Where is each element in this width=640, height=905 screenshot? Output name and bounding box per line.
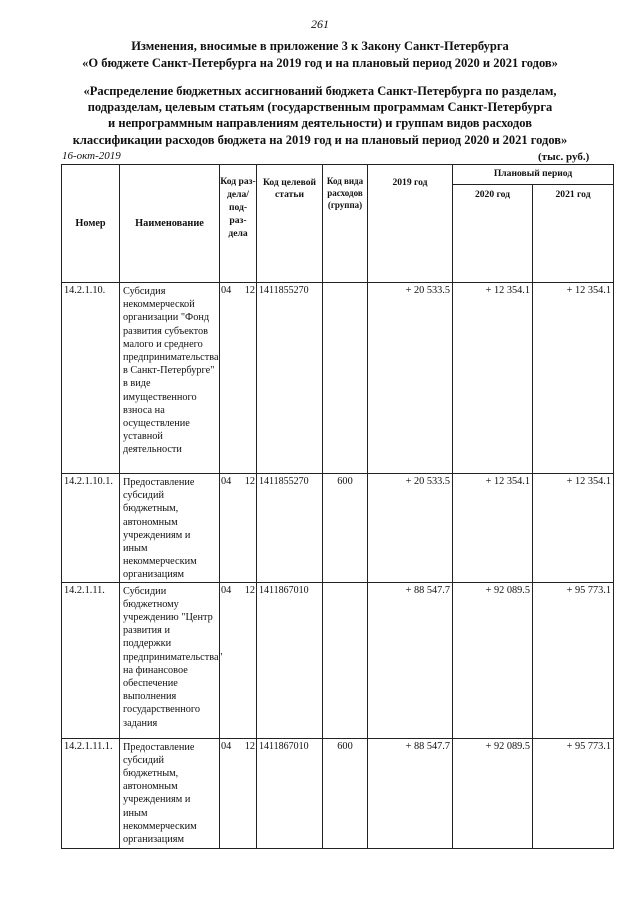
row-name: Субсидии бюджетному учреждению "Центр развития и поддержки предпринимательства" на финансовое обеспечение выполнения государственного задания: [120, 582, 220, 738]
document-title: [20, 38, 620, 72]
row-razdel: [220, 474, 257, 583]
row-cs: 1411867010: [257, 738, 323, 848]
row-2019: + 20 533.5: [368, 283, 453, 474]
row-cs: 1411855270: [257, 283, 323, 474]
podrazdel-code: 12: [244, 740, 255, 752]
row-razdel: [220, 283, 257, 474]
document-date: 16-окт-2019: [62, 150, 121, 162]
table-row: [62, 582, 614, 738]
row-name: Предоставление субсидий бюджетным, автономным учреждениям и иным некоммерческим организациям: [120, 738, 220, 848]
row-vr: 600: [323, 474, 368, 583]
header-2020: 2020 год: [453, 185, 533, 283]
row-cs: 1411867010: [257, 582, 323, 738]
razdel-code: 04: [221, 476, 232, 487]
row-2019: + 88 547.7: [368, 582, 453, 738]
subtitle-line-2: подразделам, целевым статьям (государственным программам Санкт-Петербурга: [87, 100, 553, 115]
row-vr: [323, 283, 368, 474]
header-razdel: Код раз- дела/ под- раз- дела: [220, 165, 257, 283]
table-row: [62, 283, 614, 474]
table-row: [62, 738, 614, 848]
row-name: Предоставление субсидий бюджетным, автономным учреждениям и иным некоммерческим организациям: [120, 474, 220, 583]
row-number: 14.2.1.10.1.: [62, 474, 120, 583]
title-line-1: Изменения, вносимые в приложение 3 к Закону Санкт-Петербурга: [131, 39, 509, 53]
subtitle-line-4: классификации расходов бюджета на 2019 год и на плановый период 2020 и 2021 годов»: [72, 132, 568, 147]
document-subtitle: [20, 83, 620, 148]
row-number: 14.2.1.11.: [62, 582, 120, 738]
header-2019: 2019 год: [368, 165, 453, 283]
row-vr: [323, 582, 368, 738]
header-nomer: Номер: [62, 165, 120, 283]
header-vr: Код вида расходов (группа): [323, 165, 368, 283]
row-razdel: [220, 738, 257, 848]
header-name: Наименование: [120, 165, 220, 283]
header-cs: Код целевой статьи: [257, 165, 323, 283]
razdel-code: 04: [221, 740, 232, 752]
budget-table: [61, 164, 614, 849]
subtitle-line-1: «Распределение бюджетных ассигнований бюджета Санкт-Петербурга по разделам,: [83, 84, 557, 98]
row-cs: 1411855270: [257, 474, 323, 583]
units-label: (тыс. руб.): [538, 151, 590, 163]
row-name: Субсидия некоммерческой организации "Фонд развития субъектов малого и среднего предпринимательства в Санкт-Петербурге" в виде имущественного взноса на осуществление уставной деятельности: [120, 283, 220, 474]
row-2020: + 12 354.1: [453, 474, 533, 583]
podrazdel-code: 12: [244, 476, 255, 487]
row-2021: + 95 773.1: [533, 582, 614, 738]
row-razdel: [220, 582, 257, 738]
row-vr: 600: [323, 738, 368, 848]
row-2020: + 92 089.5: [453, 738, 533, 848]
row-2021: + 12 354.1: [533, 474, 614, 583]
row-2021: + 12 354.1: [533, 283, 614, 474]
podrazdel-code: 12: [244, 285, 255, 296]
razdel-code: 04: [221, 285, 232, 296]
row-number: 14.2.1.11.1.: [62, 738, 120, 848]
razdel-code: 04: [221, 584, 232, 596]
table-row: [62, 474, 614, 583]
row-number: 14.2.1.10.: [62, 283, 120, 474]
header-plan: Плановый период: [453, 165, 614, 185]
header-2021: 2021 год: [533, 185, 614, 283]
row-2019: + 20 533.5: [368, 474, 453, 583]
subtitle-line-3: и непрограммным направлениям деятельности) и группам видов расходов: [108, 116, 532, 131]
row-2020: + 92 089.5: [453, 582, 533, 738]
podrazdel-code: 12: [244, 584, 255, 596]
page-number: 261: [311, 17, 329, 31]
row-2020: + 12 354.1: [453, 283, 533, 474]
row-2019: + 88 547.7: [368, 738, 453, 848]
title-line-2: «О бюджете Санкт-Петербурга на 2019 год и на плановый период 2020 и 2021 годов»: [82, 56, 558, 70]
row-2021: + 95 773.1: [533, 738, 614, 848]
